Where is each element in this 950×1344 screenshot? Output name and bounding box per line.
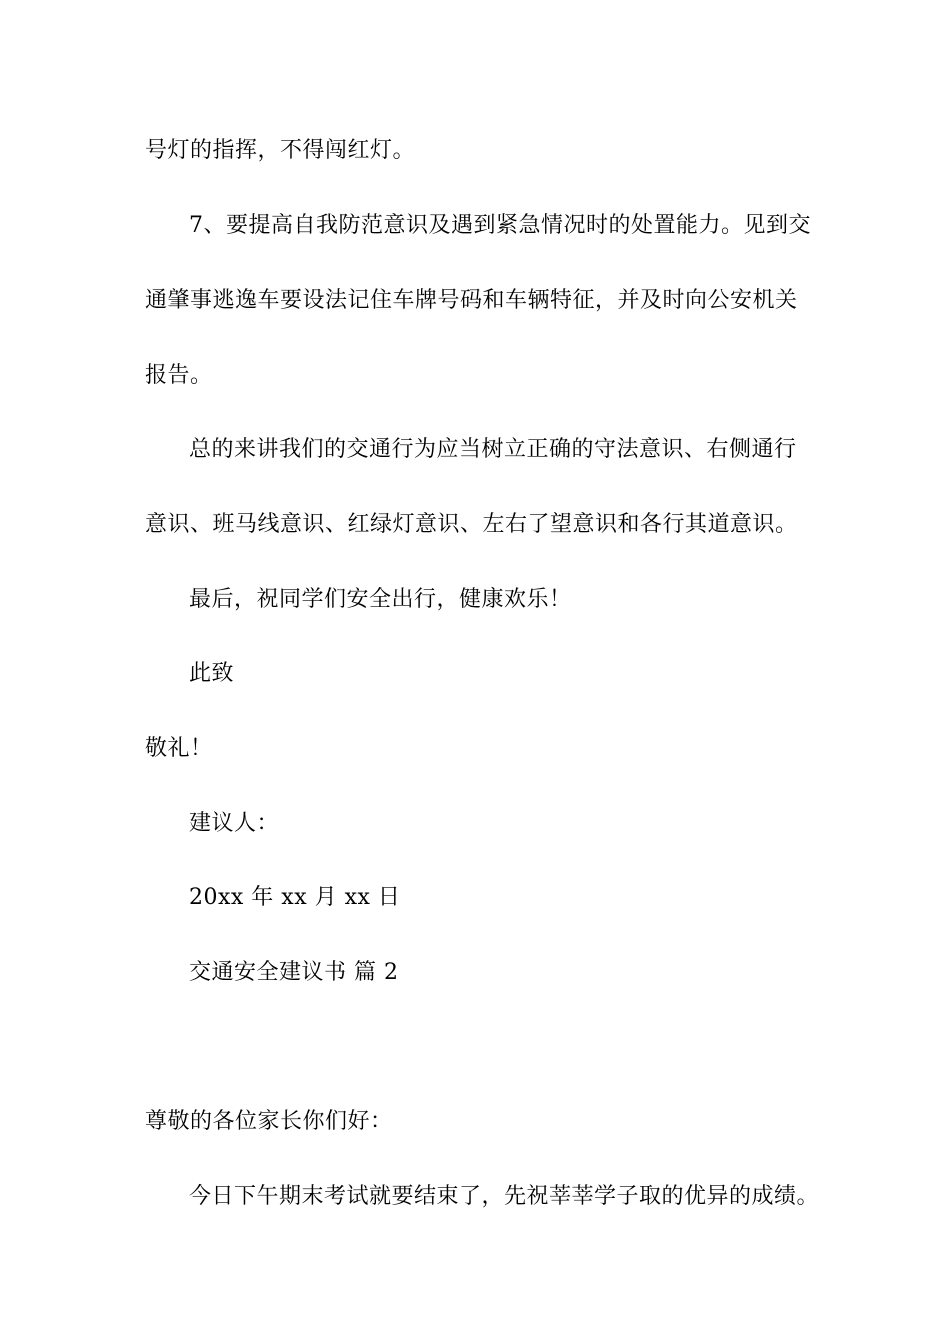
date-line: 20xx 年 xx 月 xx 日 <box>189 885 401 910</box>
paragraph-line: 今日下午期末考试就要结束了，先祝莘莘学子取的优异的成绩。 <box>189 1184 820 1209</box>
closing-wish: 最后，祝同学们安全出行，健康欢乐！ <box>189 587 572 612</box>
paragraph-line: 通肇事逃逸车要设法记住车牌号码和车辆特征，并及时向公安机关 <box>145 288 798 313</box>
section-title: 交通安全建议书 篇 2 <box>189 960 399 985</box>
paragraph-line: 报告。 <box>145 363 213 388</box>
greeting-line: 尊敬的各位家长你们好： <box>145 1109 393 1134</box>
paragraph-line: 号灯的指挥，不得闯红灯。 <box>145 138 416 163</box>
signature-label: 建议人： <box>189 811 280 836</box>
paragraph-line: 意识、班马线意识、红绿灯意识、左右了望意识和各行其道意识。 <box>145 512 798 537</box>
paragraph-line: 7、要提高自我防范意识及遇到紧急情况时的处置能力。见到交 <box>189 213 811 238</box>
salutation-jingli: 敬礼！ <box>145 736 213 761</box>
salutation-cizhi: 此致 <box>189 661 235 686</box>
paragraph-line: 总的来讲我们的交通行为应当树立正确的守法意识、右侧通行 <box>189 437 797 462</box>
